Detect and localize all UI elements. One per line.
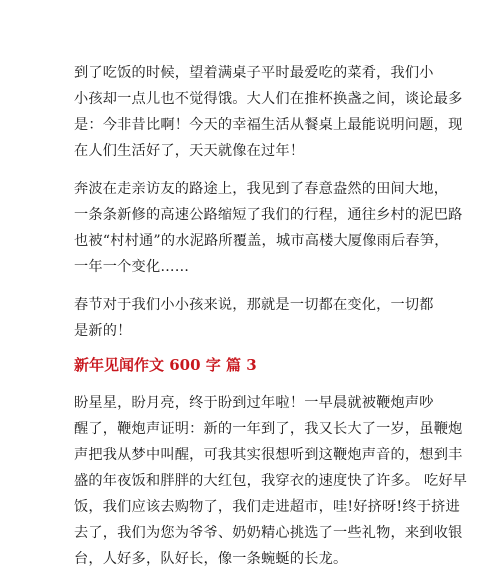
text-line: 台，人好多，队好长，像一条蜿蜒的长龙。 [74, 551, 348, 567]
paragraph-spring-festival [74, 292, 434, 344]
text-line: 盛的年夜饭和胖胖的大红包，我穿衣的速度快了许多。 吃好早 [74, 473, 468, 489]
paragraph-journey [74, 176, 463, 280]
text-line: 醒了，鞭炮声证明：新的一年到了，我又长大了一岁，虽鞭炮 [74, 421, 463, 437]
text-line: 去了，我们为您为爷爷、奶奶精心挑选了一些礼物，来到收银 [74, 525, 463, 541]
text-line: 一条条新修的高速公路缩短了我们的行程，通往乡村的泥巴路 [74, 207, 463, 223]
text-line: 奔波在走亲访友的路途上，我见到了春意盎然的田间大地， [74, 181, 449, 197]
text-line: 春节对于我们小小孩来说，那就是一切都在变化，一切都 [74, 297, 434, 313]
text-line: 也被“村村通”的水泥路所覆盖，城市高楼大厦像雨后春笋， [74, 233, 449, 249]
section-heading: 新年见闻作文 600 字 篇 3 [74, 356, 257, 374]
text-line: 一年一个变化…… [74, 259, 190, 275]
text-line: 在人们生活好了，天天就像在过年！ [74, 143, 305, 159]
text-line: 小孩却一点儿也不觉得饿。大人们在推杯换盏之间，谈论最多 [74, 91, 463, 107]
paragraph-new-year-morning [74, 390, 468, 572]
text-line: 盼星星，盼月亮，终于盼到过年啦！一早晨就被鞭炮声吵 [74, 395, 434, 411]
text-line: 是：今非昔比啊！今天的幸福生活从餐桌上最能说明问题，现 [74, 117, 463, 133]
text-line: 是新的！ [74, 323, 132, 339]
paragraph-dinner [74, 60, 463, 164]
text-line: 到了吃饭的时候，望着满桌子平时最爱吃的菜肴，我们小 [74, 65, 434, 81]
text-line: 饭，我们应该去购物了，我们走进超市，哇!好挤呀!终于挤进 [74, 499, 460, 515]
text-line: 声把我从梦中叫醒，可我其实很想听到这鞭炮声音的，想到丰 [74, 447, 463, 463]
